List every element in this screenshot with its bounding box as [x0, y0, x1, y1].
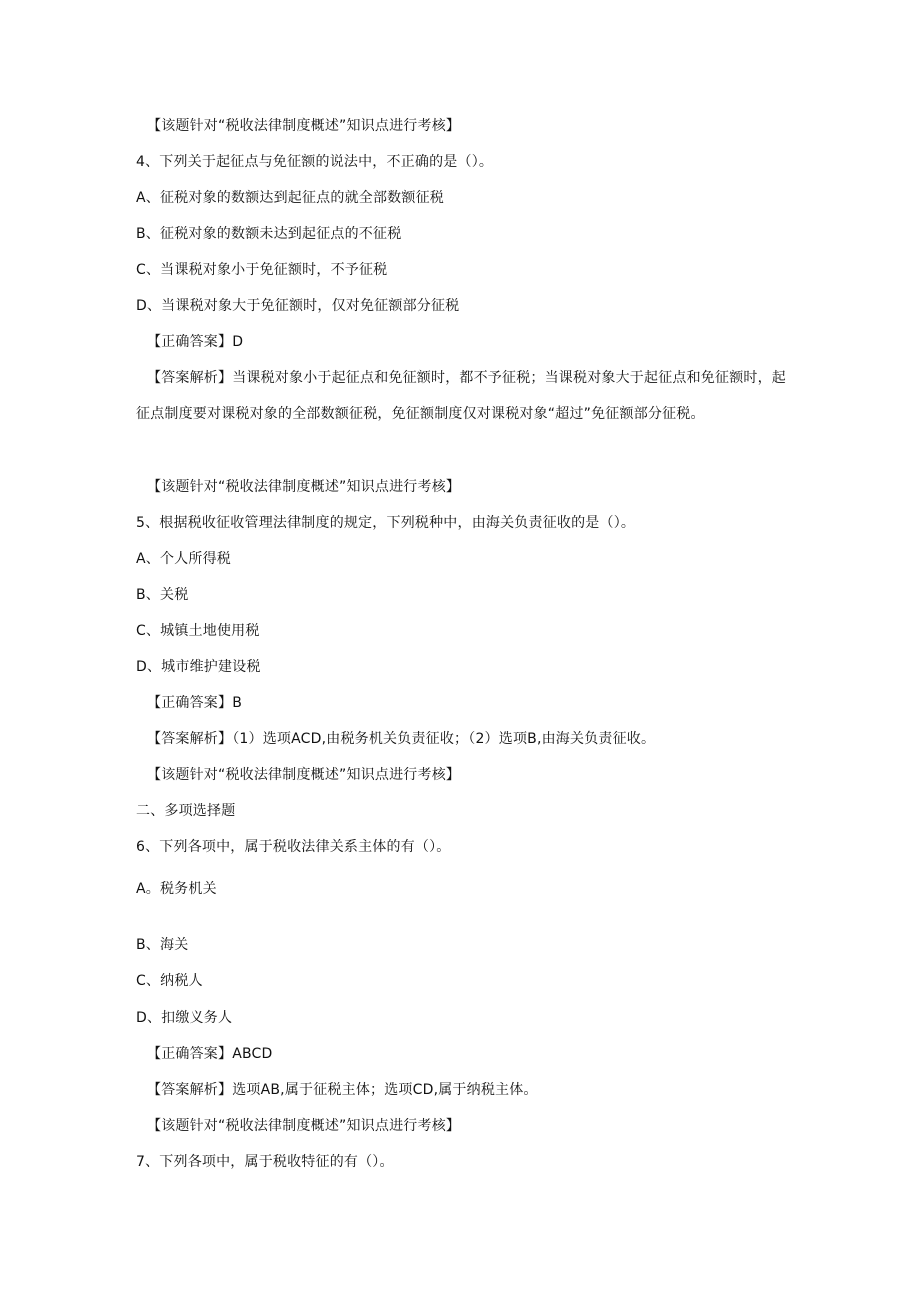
- q6-answer-explanation: 【答案解析】选项AB,属于征税主体；选项CD,属于纳税主体。: [147, 1082, 538, 1098]
- q5-option-b: B、关税: [136, 587, 189, 603]
- q5-option-c: C、城镇土地使用税: [136, 623, 260, 639]
- q5-correct-answer: 【正确答案】B: [147, 695, 243, 711]
- q5-topic-note: 【该题针对“税收法律制度概述”知识点进行考核】: [147, 767, 461, 783]
- q5-option-a: A、个人所得税: [136, 551, 231, 567]
- q5-option-d: D、城市维护建设税: [136, 659, 261, 675]
- q6-correct-answer: 【正确答案】ABCD: [147, 1046, 273, 1062]
- q4-topic-note: 【该题针对“税收法律制度概述”知识点进行考核】: [147, 479, 461, 495]
- q4-answer-explanation: 【答案解析】当课税对象小于起征点和免征额时，都不予征税；当课税对象大于起征点和免征额时，起征点制度要对课税对象的全部数额征税，免征额制度仅对课税对象“超过”免征额部分征税。: [136, 370, 786, 422]
- q4-option-a: A、征税对象的数额达到起征点的就全部数额征税: [136, 190, 444, 206]
- section-heading-multiple-choice: 二、多项选择题: [136, 803, 236, 819]
- q4-option-d: D、当课税对象大于免征额时，仅对免征额部分征税: [136, 298, 460, 314]
- q6-option-d: D、扣缴义务人: [136, 1010, 233, 1026]
- q4-option-c: C、当课税对象小于免征额时，不予征税: [136, 262, 388, 278]
- question-6: 6、下列各项中，属于税收法律关系主体的有（）。: [136, 839, 451, 855]
- q4-option-b: B、征税对象的数额未达到起征点的不征税: [136, 226, 402, 242]
- q4-correct-answer: 【正确答案】D: [147, 334, 244, 350]
- question-4: 4、下列关于起征点与免征额的说法中，不正确的是（）。: [136, 154, 494, 170]
- q6-option-c: C、纳税人: [136, 973, 203, 989]
- question-7: 7、下列各项中，属于税收特征的有（）。: [136, 1154, 394, 1170]
- topic-note: 【该题针对“税收法律制度概述”知识点进行考核】: [147, 118, 461, 134]
- q6-option-b: B、海关: [136, 937, 189, 953]
- question-5: 5、根据税收征收管理法律制度的规定，下列税种中，由海关负责征收的是（）。: [136, 515, 636, 531]
- q5-answer-explanation: 【答案解析】（1）选项ACD,由税务机关负责征收；（2）选项B,由海关负责征收。: [147, 731, 656, 747]
- q6-option-a: A。税务机关: [136, 881, 217, 897]
- q6-topic-note: 【该题针对“税收法律制度概述”知识点进行考核】: [147, 1118, 461, 1134]
